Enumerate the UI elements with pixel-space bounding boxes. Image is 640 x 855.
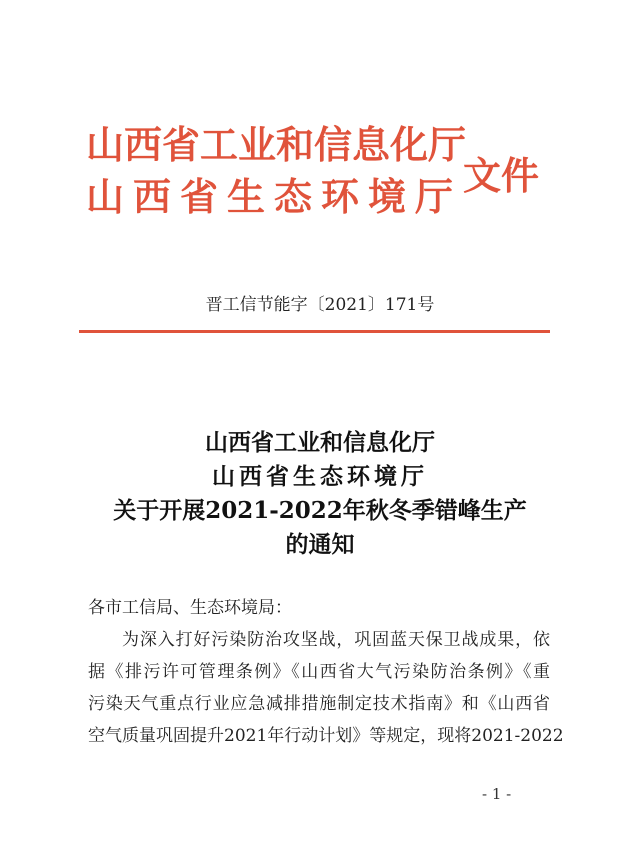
issuer-name-industry: 山西省工业和信息化厅 <box>86 122 467 167</box>
title-line-2: 山西省生态环境厅 <box>212 463 428 490</box>
paragraph-line: 为深入打好污染防治攻坚战，巩固蓝天保卫战成果，依 <box>122 630 550 650</box>
document-title <box>0 426 640 562</box>
title-line-4: 的通知 <box>285 531 355 558</box>
paragraph-line: 污染天气重点行业应急减排措施制定技术指南》和《山西省 <box>88 694 550 714</box>
paragraph-line: 据《排污许可管理条例》《山西省大气污染防治条例》《重 <box>88 662 550 682</box>
issuer-name-environment: 山西省生态环境厅 <box>86 174 463 219</box>
page-number: - 1 - <box>482 785 512 803</box>
title-line-1: 山西省工业和信息化厅 <box>205 429 435 456</box>
paragraph-line: 空气质量巩固提升2021年行动计划》等规定，现将2021-2022 <box>88 726 564 746</box>
salutation: 各市工信局、生态环境局： <box>88 598 292 618</box>
document-number: 晋工信节能字〔2021〕171号 <box>205 295 435 315</box>
title-line-3: 关于开展2021-2022年秋冬季错峰生产 <box>113 497 527 524</box>
document-body <box>88 592 564 752</box>
red-divider-line <box>79 330 550 333</box>
document-word: 文件 <box>463 153 540 198</box>
